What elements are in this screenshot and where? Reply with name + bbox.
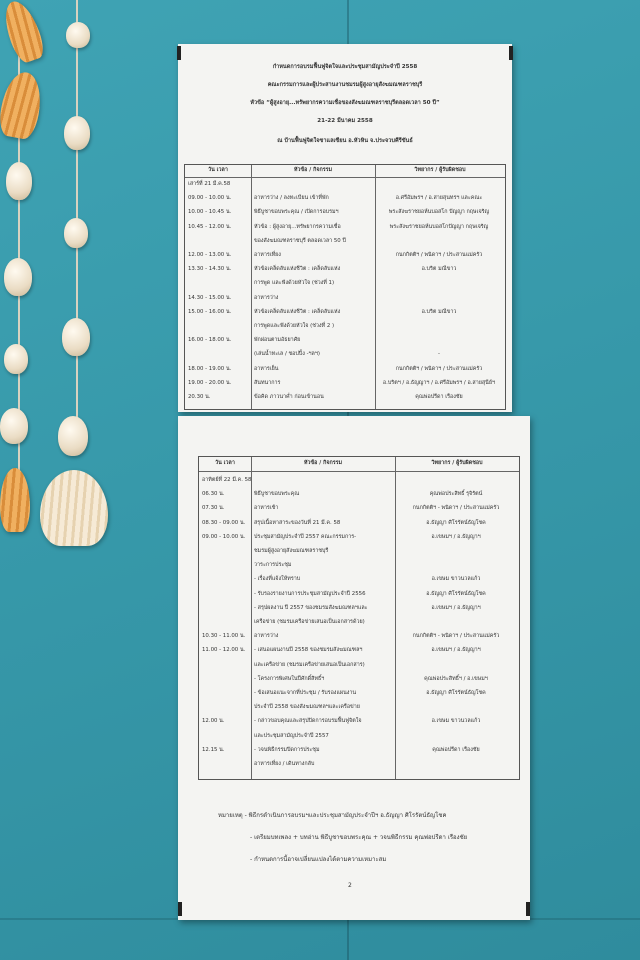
table-cell-speaker: - — [438, 351, 440, 358]
schedule-table-day-1 — [184, 164, 506, 410]
table-cell-activity: อาหารว่าง — [254, 633, 279, 640]
table-cell-activity: - เรื่องที่แจ้งให้ทราบ — [254, 576, 301, 583]
table-cell-time: 16.00 - 18.00 น. — [188, 337, 232, 344]
table-cell-activity: - สรุปผลงาน ปี 2557 ของชมรมสังฆมณฑลฯและ — [254, 604, 368, 611]
table-cell-speaker: คุณพ่อประสิทธิ์ฯ / อ.เขษมฯ — [424, 675, 488, 682]
table-cell-activity: อาหารเย็น — [254, 365, 279, 372]
schedule-page-2 — [178, 416, 530, 920]
table-cell-activity: - เสนอแผนงานปี 2558 ของชมรมสังฆมณฑลฯ — [254, 647, 363, 654]
table-cell-speaker: คุณพ่อปรีดา เรืองชัย — [415, 394, 463, 400]
table-cell-speaker: อ.ธัญญา ศิโรรัตน์ธัญโชค — [426, 690, 486, 696]
table-cell-speaker: อ.บริต มณีขาว — [421, 308, 457, 315]
table-cell-speaker: คุณพ่อประสิทธิ์ รุจิรัตน์ — [429, 491, 483, 498]
table-cell-time: 18.00 - 19.00 น. — [188, 365, 232, 372]
table-cell-activity: ประชุมสามัญประจำปี 2557 คณะกรรมการ- — [254, 533, 357, 540]
table-cell-time: 15.00 - 16.00 น. — [188, 308, 232, 315]
header-line: หัวข้อ “ผู้สูงอายุ...ทรัพยากรความเชื่อของสังฆมณฑลราชบุรีตลอดเวลา 50 ปี” — [250, 100, 440, 106]
table-cell-activity: อาหารว่าง — [254, 294, 279, 301]
table-cell-speaker: พระสังฆราชยอห์นบอสโก ปัญญา กฤษเจริญ — [388, 209, 490, 216]
column-header: วัน เวลา — [208, 167, 228, 173]
table-cell-activity: หัวข้อเคล็ดลับแห่งชีวิต : เคล็ดลับแห่ง — [254, 308, 341, 315]
table-cell-activity: ของสังฆมณฑลราชบุรี ตลอดเวลา 50 ปี — [254, 237, 346, 244]
schedule-page-1 — [178, 44, 512, 412]
table-cell-time: 19.00 - 20.00 น. — [188, 379, 232, 386]
table-cell-activity: สรุปเนื้อหาสาระของวันที่ 21 มี.ค. 58 — [254, 519, 341, 526]
table-cell-activity: สันทนาการ — [254, 379, 281, 386]
table-cell-activity: การพูดและฟังด้วยหัวใจ (ช่วงที่ 2 ) — [254, 323, 335, 329]
table-cell-activity: วาระการประชุม — [254, 562, 292, 569]
table-cell-speaker: อ.บริต มณีขาว — [421, 266, 457, 273]
table-cell-activity: (เล่นน้ำทะเล / ชอปปิ้ง -ฯลฯ) — [254, 351, 320, 358]
note-line: - เตรียมบทเพลง + บทอ่าน พิธีบูชาขอบพระคุณ + วจนพิธีกรรม คุณพ่อปรีดา เรืองชัย — [250, 834, 468, 841]
table-cell-activity: หัวข้อเคล็ดลับแห่งชีวิต : เคล็ดลับแห่ง — [254, 266, 341, 273]
header-line: คณะกรรมการและผู้ประสานงานชมรมผู้สูงอายุสังฆมณฑลราชบุรี — [267, 82, 423, 88]
table-cell-activity: - วจนพิธีกรรมปิดการประชุม — [254, 746, 320, 753]
page-number: 2 — [348, 882, 352, 889]
table-cell-activity: หัวข้อ : ผู้สูงอายุ...ทรัพยากรความเชื่อ — [254, 223, 341, 230]
table-cell-time: 06.30 น. — [202, 491, 225, 498]
table-cell-time: อาทิตย์ที่ 22 มี.ค. 58 — [202, 477, 252, 483]
table-cell-time: 12.15 น. — [202, 746, 225, 753]
column-header: หัวข้อ / กิจกรรม — [303, 460, 343, 466]
table-cell-activity: - รับรองรายงานการประชุมสามัญประจำปี 2556 — [254, 590, 366, 597]
schedule-table-day-2 — [198, 456, 520, 780]
table-cell-time: 09.00 - 10.00 น. — [202, 533, 246, 540]
header-line: ณ บ้านฟื้นฟูจิตใจซาแลเซียน อ.หัวหิน จ.ประจวบคีรีขันธ์ — [277, 138, 413, 144]
note-line: หมายเหตุ - พิธีกรดำเนินการอบรมฯและประชุมสามัญประจำปีฯ อ.ธัญญา ศิโรรัตน์ธัญโชค — [218, 812, 447, 819]
table-cell-activity: การพูด และฟังด้วยหัวใจ (ช่วงที่ 1) — [254, 280, 335, 287]
table-cell-speaker: คุณพ่อปรีดา เรืองชัย — [432, 746, 480, 753]
table-cell-activity: อาหารเช้า — [254, 505, 279, 512]
table-cell-time: 07.30 น. — [202, 505, 225, 512]
column-header: วัน เวลา — [215, 460, 235, 466]
table-cell-speaker: อ.เขษม ขาวนวลแก้ว — [431, 576, 481, 583]
table-cell-speaker: อ.เขษม ขาวนวลแก้ว — [431, 718, 481, 725]
column-header: วิทยากร / ผู้รับผิดชอบ — [431, 460, 483, 466]
table-cell-activity: ชมรมผู้สูงอายุสังฆมณฑลราชบุรี — [254, 548, 329, 554]
table-cell-activity: อาหารเที่ยง — [254, 252, 281, 258]
header-line: 21-22 มีนาคม 2558 — [317, 118, 373, 124]
table-cell-time: 13.30 - 14.30 น. — [188, 266, 232, 273]
table-cell-speaker: กนกกิตติฯ - พนิดาฯ / ประสานแม่ครัว — [412, 633, 500, 640]
table-cell-time: 09.00 - 10.00 น. — [188, 195, 232, 202]
table-cell-time: 10.30 - 11.00 น. — [202, 633, 246, 640]
table-cell-activity: ประจำปี 2558 ของสังฆมณฑลฯและเครือข่าย — [254, 704, 360, 711]
table-cell-speaker: อ.บริตฯ / อ.ธัญญาฯ / อ.ศรีอัมพรฯ / อ.สายสุนีย์ฯ — [382, 379, 496, 386]
table-cell-activity: - โครงการพิเศษในปีศักดิ์สิทธิ์ฯ — [254, 675, 325, 682]
table-cell-activity: พิธีบูชาขอบพระคุณ / เปิดการอบรมฯ — [254, 209, 339, 216]
table-cell-speaker: พระสังฆราชยอห์นบอสโกปัญญา กฤษเจริญ — [389, 223, 489, 230]
table-cell-time: 12.00 - 13.00 น. — [188, 252, 232, 258]
table-cell-activity: - ข้อเสนอแนะจากที่ประชุม / รับรองแผนงาน — [254, 690, 357, 696]
table-cell-activity: พักผ่อนตามอัธยาศัย — [254, 337, 301, 344]
header-line: กำหนดการอบรมฟื้นฟูจิตใจและประชุมสามัญประจำปี 2558 — [272, 64, 418, 70]
table-cell-activity: และประชุมสามัญประจำปี 2557 — [254, 732, 329, 739]
table-cell-activity: อาหารว่าง / ลงทะเบียน เข้าที่พัก — [254, 195, 329, 202]
column-header: วิทยากร / ผู้รับผิดชอบ — [414, 167, 466, 173]
table-cell-time: 10.45 - 12.00 น. — [188, 223, 232, 230]
note-line: - กำหนดการนี้อาจเปลี่ยนแปลงได้ตามความเหมาะสม — [250, 856, 387, 863]
table-cell-speaker: อ.เขษมฯ / อ.ธัญญาฯ — [431, 647, 481, 654]
table-cell-time: 11.00 - 12.00 น. — [202, 647, 246, 654]
table-cell-speaker: อ.ธัญญา ศิโรรัตน์ธัญโชค — [426, 519, 486, 526]
column-header: หัวข้อ / กิจกรรม — [293, 167, 333, 173]
table-cell-speaker: อ.เขษมฯ / อ.ธัญญาฯ — [431, 604, 481, 611]
table-cell-time: 12.00 น. — [202, 718, 225, 725]
table-cell-speaker: อ.ธัญญา ศิโรรัตน์ธัญโชค — [426, 590, 486, 597]
table-cell-activity: - กล่าวขอบคุณและสรุปปิดการอบรมฟื้นฟูจิตใจ — [254, 718, 362, 725]
table-cell-speaker: กนกกิตติฯ / พนิดาฯ / ประสานแม่ครัว — [395, 252, 483, 258]
table-cell-speaker: อ.ศรีอัมพรฯ / อ.สายสุนทรฯ และคณะ — [395, 195, 483, 202]
table-cell-activity: และเครือข่าย (ชมรมเครือข่ายเสนอเป็นเอกสาร) — [254, 661, 365, 668]
table-cell-time: เสาร์ที่ 21 มี.ค.58 — [188, 181, 231, 187]
table-cell-time: 08.30 - 09.00 น. — [202, 519, 246, 526]
table-cell-activity: ข้อคิด ภาวนาค่ำ ก่อนเข้านอน — [254, 394, 324, 400]
table-cell-speaker: อ.เขษมฯ / อ.ธัญญาฯ — [431, 533, 481, 540]
table-cell-time: 20.30 น. — [188, 394, 211, 400]
table-cell-time: 10.00 - 10.45 น. — [188, 209, 232, 216]
table-cell-activity: อาหารเที่ยง / เดินทางกลับ — [254, 761, 315, 767]
table-cell-activity: เครือข่าย (ชมรมเครือข่ายเสนอเป็นเอกสารด้วย) — [254, 619, 365, 625]
table-cell-speaker: กนกกิตติฯ / พนิดาฯ / ประสานแม่ครัว — [395, 365, 483, 372]
table-cell-activity: พิธีบูชาขอบพระคุณ — [254, 491, 300, 498]
table-cell-speaker: กนกกิตติฯ - พนิดาฯ / ประสานแม่ครัว — [412, 505, 500, 512]
table-cell-time: 14.30 - 15.00 น. — [188, 294, 232, 301]
